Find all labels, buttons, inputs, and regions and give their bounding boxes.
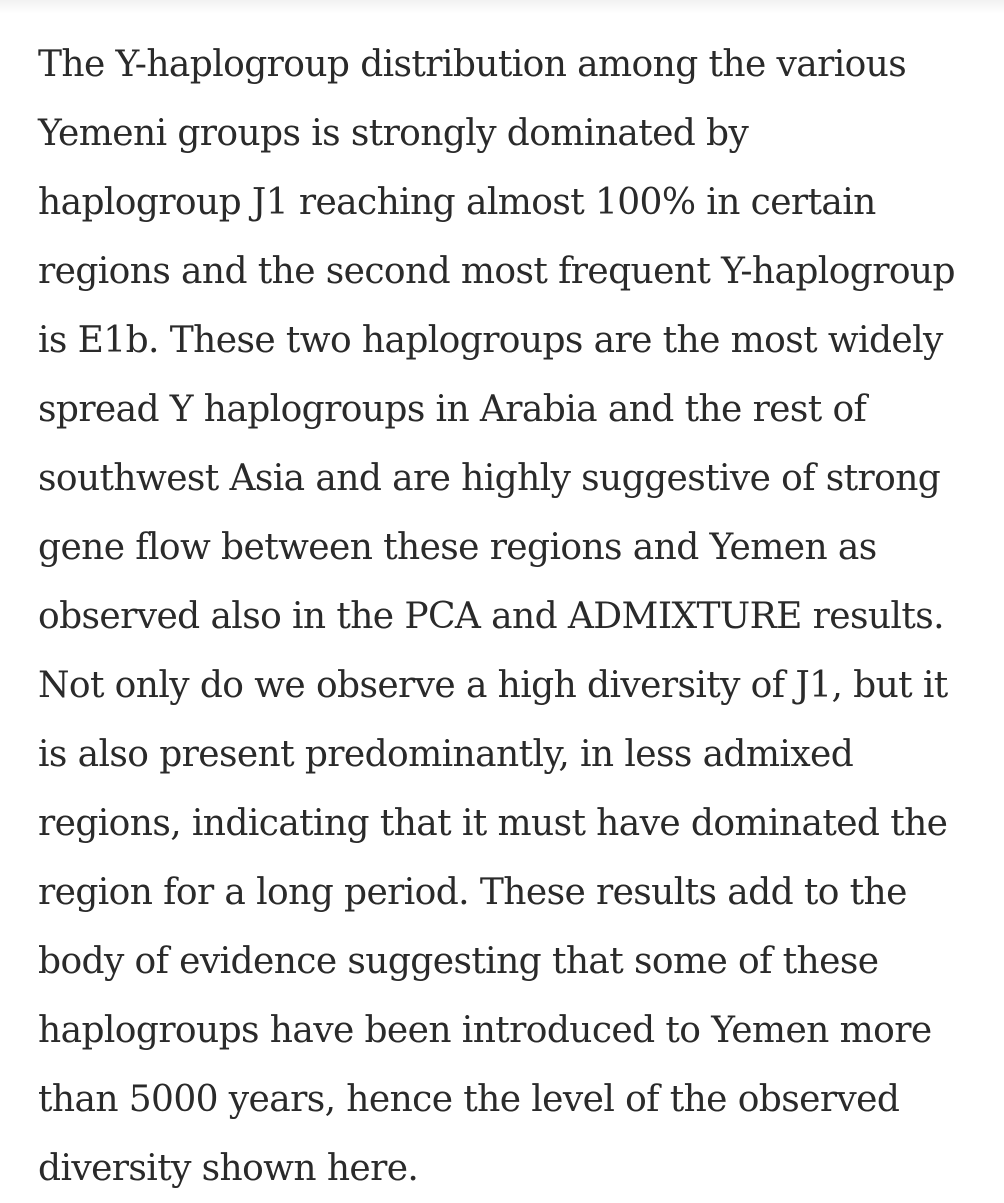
paragraph-line: Not only do we observe a high diversity of J1, but it: [38, 665, 948, 706]
top-edge-shadow: [0, 0, 1004, 14]
paragraph-line: haplogroup J1 reaching almost 100% in certain: [38, 182, 876, 223]
paragraph-line: regions and the second most frequent Y-haplogroup: [38, 251, 955, 292]
paragraph-line: Yemeni groups is strongly dominated by: [38, 113, 749, 154]
paragraph-line: gene flow between these regions and Yemen as: [38, 527, 877, 568]
paragraph-line: than 5000 years, hence the level of the observed: [38, 1079, 900, 1120]
article-paragraph: [38, 30, 978, 1203]
paragraph-line: observed also in the PCA and ADMIXTURE results.: [38, 596, 944, 637]
paragraph-line: southwest Asia and are highly suggestive of strong: [38, 458, 941, 499]
paragraph-line: is E1b. These two haplogroups are the most widely: [38, 320, 943, 361]
paragraph-line: body of evidence suggesting that some of these: [38, 941, 879, 982]
paragraph-line: diversity shown here.: [38, 1148, 419, 1189]
paragraph-line: haplogroups have been introduced to Yemen more: [38, 1010, 932, 1051]
paragraph-line: region for a long period. These results add to the: [38, 872, 907, 913]
paragraph-line: spread Y haplogroups in Arabia and the rest of: [38, 389, 867, 430]
paragraph-line: regions, indicating that it must have dominated the: [38, 803, 948, 844]
paragraph-line: The Y-haplogroup distribution among the various: [38, 44, 907, 85]
paragraph-line: is also present predominantly, in less admixed: [38, 734, 854, 775]
